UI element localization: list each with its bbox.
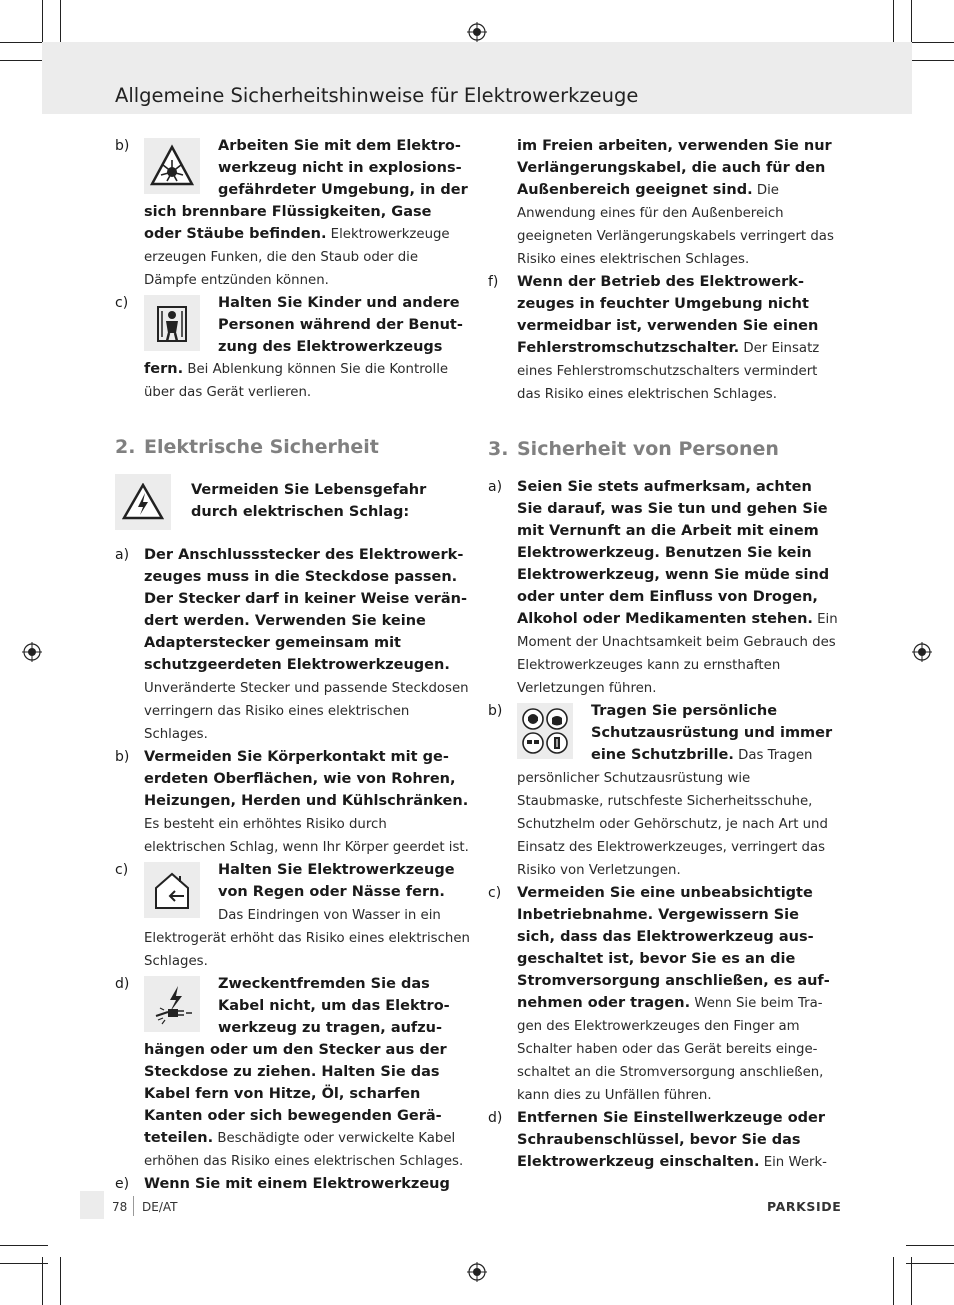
- list-item: [488, 476, 840, 700]
- crop-mark: [42, 1257, 43, 1305]
- left-column: [115, 135, 470, 1195]
- instruction-bold: Vermeiden Sie eine unbeabsichtigte Inbetriebnahme. Vergewissern Sie sich, dass das Elektrowerkzeug ausgeschaltet ist, bevor Sie es an die Stromversorgung anschließen, es aufnehmen oder tragen.: [517, 885, 830, 1011]
- crop-mark: [893, 1257, 894, 1305]
- warning-row: [115, 474, 470, 530]
- list-item: [488, 271, 840, 406]
- crop-mark: [0, 1245, 48, 1246]
- footer-marker: [80, 1191, 104, 1219]
- crop-mark: [906, 42, 954, 43]
- item-label: a): [488, 479, 503, 495]
- footer-divider: [133, 1196, 134, 1216]
- instruction-bold: Seien Sie stets aufmerksam, achten Sie darauf, was Sie tun und gehen Sie mit Vernunft an die Arbeit mit einem Elektrowerkzeug. Benutzen Sie kein Elektrowerkzeug, wenn Sie müde sind oder unter dem Einfluss von Drogen, Alkohol oder Medikamenten stehen.: [517, 479, 830, 627]
- instruction-text: Die Anwendung eines für den Außenbereich geeigneten Verlängerungskabels verringert das Risiko eines elektrischen Schlages.: [517, 183, 834, 267]
- item-label: a): [115, 547, 130, 563]
- crop-mark: [60, 0, 61, 48]
- registration-mark-icon: [467, 1262, 487, 1282]
- instruction-text: Ein Moment der Unachtsamkeit beim Gebrauch des Elektrowerkzeuges kann zu ernsthaften Verletzungen führen.: [517, 612, 838, 696]
- item-label: f): [488, 274, 499, 290]
- page-title: Allgemeine Sicherheitshinweise für Elektrowerkzeuge: [115, 84, 639, 107]
- instruction-bold: Der Anschlussstecker des Elektrowerkzeuges muss in die Steckdose passen. Der Stecker darf in keiner Weise verändert werden. Verwenden Sie keine Adapterstecker gemeinsam mit schutzgeerdeten Elektrowerkzeugen.: [144, 547, 467, 673]
- list-item: [115, 1173, 470, 1195]
- page-number: 78: [112, 1200, 128, 1214]
- instruction-text: Wenn Sie beim Tragen des Elektrowerkzeuges den Finger am Schalter haben oder das Gerät bereits eingeschaltet an die Stromversorgung anschließen, kann dies zu Unfällen führen.: [517, 996, 824, 1103]
- item-label: c): [488, 885, 502, 901]
- instruction-bold: im Freien arbeiten, verwenden Sie nur Verlängerungskabel, die auch für den Außenbereich geeignet sind.: [517, 138, 832, 198]
- instruction-bold: Vermeiden Sie Körperkontakt mit geerdeten Oberflächen, wie von Rohren, Heizungen, Herden und Kühlschränken.: [144, 749, 469, 809]
- list-item: [115, 544, 470, 746]
- crop-mark: [893, 0, 894, 48]
- instruction-bold: Tragen Sie persönliche Schutzausrüstung und immer eine Schutzbrille.: [591, 703, 833, 763]
- crop-mark: [911, 1257, 912, 1305]
- brand-logo: PARKSIDE: [767, 1199, 842, 1214]
- instruction-text: Es besteht ein erhöhtes Risiko durch elektrischen Schlag, wenn Ihr Körper geerdet ist.: [144, 817, 469, 855]
- list-item: [488, 1107, 840, 1174]
- keep-away-icon: [144, 295, 200, 351]
- list-item: [115, 973, 470, 1173]
- section-heading: Elektrische Sicherheit: [144, 436, 379, 458]
- rain-house-icon: [144, 862, 200, 918]
- item-label: b): [488, 703, 503, 719]
- instruction-text: Elektrowerkzeuge erzeugen Funken, die den Staub oder die Dämpfe entzünden können.: [144, 227, 450, 288]
- crop-mark: [906, 1263, 954, 1264]
- registration-mark-icon: [22, 642, 42, 662]
- list-item: [488, 882, 840, 1107]
- crop-mark: [0, 1263, 48, 1264]
- registration-mark-icon: [467, 22, 487, 42]
- item-label: b): [115, 749, 130, 765]
- item-label: c): [115, 862, 129, 878]
- item-label: d): [488, 1110, 503, 1126]
- instruction-text: Unveränderte Stecker und passende Steckdosen verringern das Risiko eines elektrischen Schlages.: [144, 681, 469, 742]
- list-item: [115, 746, 470, 859]
- list-item: [488, 700, 840, 882]
- instruction-bold: Wenn Sie mit einem Elektrowerkzeug: [144, 1176, 450, 1192]
- crop-mark: [42, 0, 43, 48]
- continued-paragraph: [488, 135, 840, 271]
- crop-mark: [60, 1257, 61, 1305]
- list-item: [115, 292, 470, 404]
- item-label: c): [115, 295, 129, 311]
- section-number: 3.: [488, 438, 509, 460]
- item-label: d): [115, 976, 130, 992]
- instruction-text: Ein Werk-: [759, 1155, 827, 1170]
- instruction-bold: Halten Sie Elektrowerkzeuge von Regen oder Nässe fern.: [218, 862, 455, 900]
- registration-mark-icon: [912, 642, 932, 662]
- crop-mark: [906, 1245, 954, 1246]
- crop-mark: [0, 60, 48, 61]
- instruction-bold: Zweckentfremden Sie das Kabel nicht, um das Elektrowerkzeug zu tragen, aufzuhängen oder um den Stecker aus der Steckdose zu ziehen. Halten Sie das Kabel fern von Hitze, Öl, scharfen Kanten oder sich bewegenden Geräteteilen.: [144, 976, 450, 1146]
- section-heading: Sicherheit von Personen: [517, 438, 779, 460]
- instruction-bold: Entfernen Sie Einstellwerkzeuge oder Schraubenschlüssel, bevor Sie das Elektrowerkzeug einschalten.: [517, 1110, 826, 1170]
- instruction-text: Der Einsatz eines Fehlerstromschutzschalters vermindert das Risiko eines elektrischen Schlages.: [517, 341, 820, 402]
- right-column: [488, 135, 840, 1174]
- instruction-text: Beschädigte oder verwickelte Kabel erhöhen das Risiko eines elektrischen Schlages.: [144, 1131, 464, 1169]
- crop-mark: [906, 60, 954, 61]
- section-number: 2.: [115, 436, 136, 458]
- list-item: [115, 859, 470, 973]
- lightning-warning-icon: [115, 474, 171, 530]
- section-title: [488, 436, 840, 462]
- item-label: e): [115, 1176, 130, 1192]
- list-item: [115, 135, 470, 292]
- instruction-text: Das Eindringen von Wasser in ein Elektrogerät erhöht das Risiko eines elektrischen Schlages.: [144, 908, 470, 969]
- protective-equipment-icon: [517, 703, 573, 759]
- crop-mark: [911, 0, 912, 48]
- crop-mark: [0, 42, 48, 43]
- explosion-icon: [144, 138, 200, 194]
- instruction-bold: Arbeiten Sie mit dem Elektrowerkzeug nicht in explosionsgefährdeter Umgebung, in der sich brennbare Flüssigkeiten, Gase oder Stäube befinden.: [144, 138, 468, 242]
- cable-pull-icon: [144, 976, 200, 1032]
- instruction-text: Das Tragen persönlicher Schutzausrüstung wie Staubmaske, rutschfeste Sicherheitsschuhe, Schutzhelm oder Gehörschutz, je nach Art und Einsatz des Elektrowerkzeuges, verringert das Risiko von Verletzungen.: [517, 748, 828, 878]
- warning-text: Vermeiden Sie Lebensgefahr durch elektrischen Schlag:: [191, 482, 427, 520]
- language-code: DE/AT: [142, 1200, 178, 1214]
- instruction-bold: Halten Sie Kinder und andere Personen während der Benutzung des Elektrowerkzeugs fern.: [144, 295, 463, 377]
- item-label: b): [115, 138, 130, 154]
- section-title: [115, 434, 470, 460]
- instruction-bold: Wenn der Betrieb des Elektrowerkzeuges in feuchter Umgebung nicht vermeidbar ist, verwenden Sie einen Fehlerstromschutzschalter.: [517, 274, 819, 356]
- instruction-text: Bei Ablenkung können Sie die Kontrolle über das Gerät verlieren.: [144, 362, 449, 400]
